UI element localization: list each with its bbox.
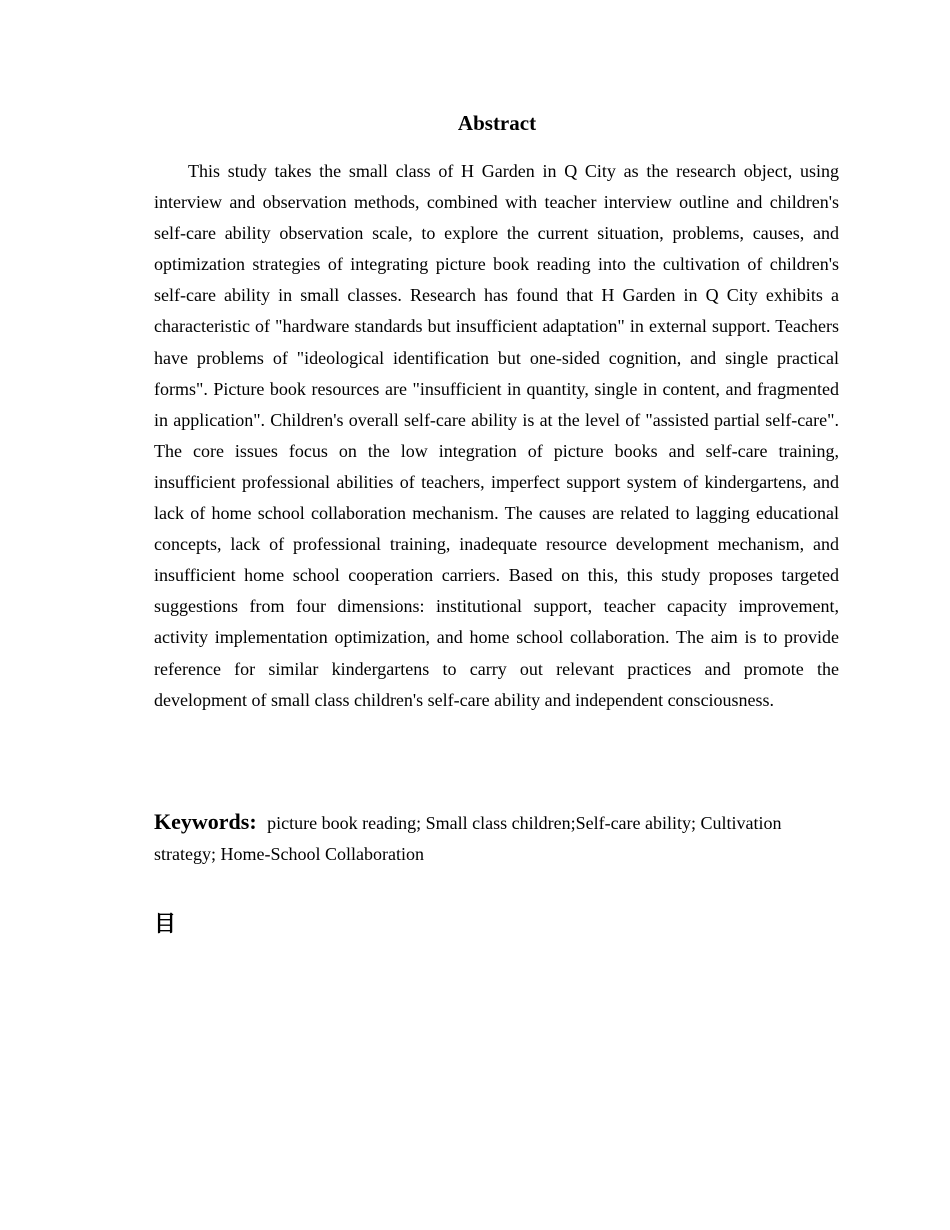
keywords-label: Keywords: — [154, 809, 257, 834]
toc-heading: 目 — [154, 912, 177, 937]
abstract-title: Abstract — [457, 111, 537, 135]
keywords-text: picture book reading; Small class children;Self-care ability; Cultivation strategy; Home-School Collaboration — [154, 813, 782, 864]
abstract-body: This study takes the small class of H Garden in Q City as the research object, using interview and observation methods, combined with teacher interview outline and children's self-care ability observation scale, to explore the current situation, problems, causes, and optimization strategies of integrating picture book reading into the cultivation of children's self-care ability in small classes. Research has found that H Garden in Q City exhibits a characteristic of "hardware standards but insufficient adaptation" in external support. Teachers have problems of "ideological identification but one-sided cognition, and single practical forms". Picture book resources are "insufficient in quantity, single in content, and fragmented in application". Children's overall self-care ability is at the level of "assisted partial self-care". The core issues focus on the low integration of picture books and self-care training, insufficient professional abilities of teachers, imperfect support system of kindergartens, and lack of home school collaboration mechanism. The causes are related to lagging educational concepts, lack of professional training, inadequate resource development mechanism, and insufficient home school cooperation carriers. Based on this, this study proposes targeted suggestions from four dimensions: institutional support, teacher capacity improvement, activity implementation optimization, and home school collaboration. The aim is to provide reference for similar kindergartens to carry out relevant practices and promote the development of small class children's self-care ability and independent consciousness. — [154, 161, 839, 710]
keywords-section — [154, 806, 839, 870]
